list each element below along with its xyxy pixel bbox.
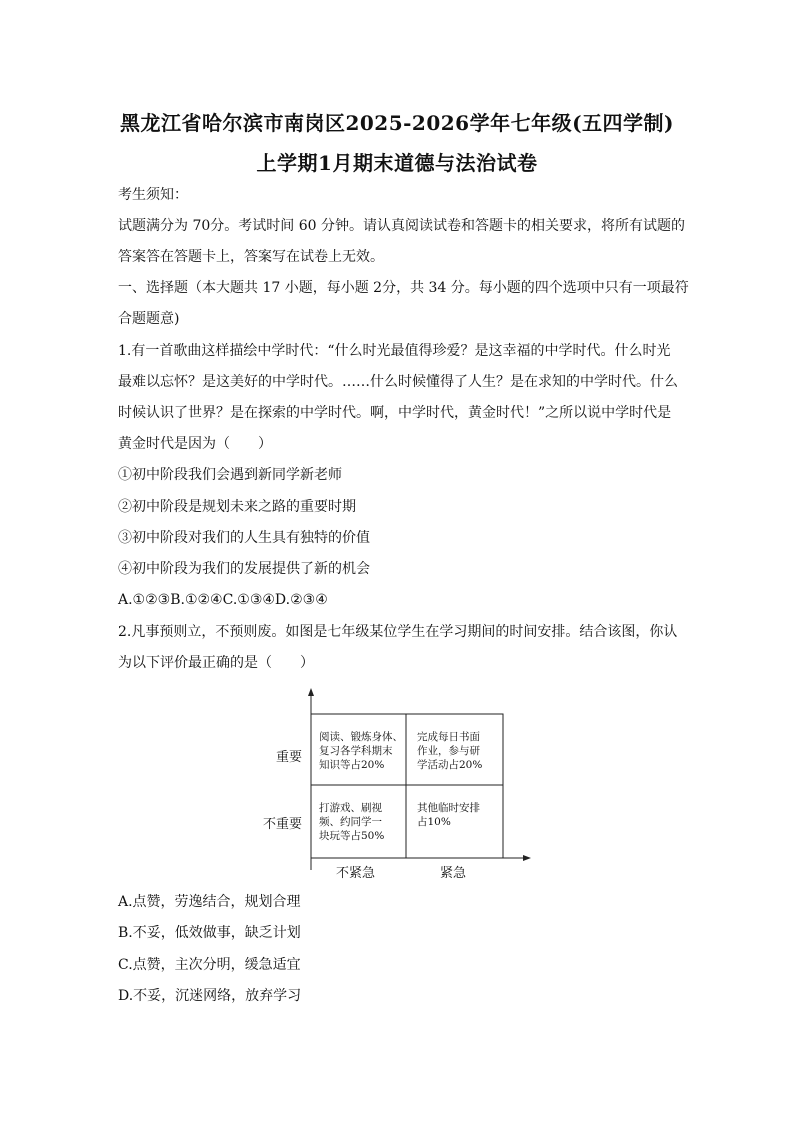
quadrant-tr-line3: 学活动占20% bbox=[417, 759, 483, 771]
q2-option-b: B.不妥，低效做事，缺乏计划 bbox=[118, 925, 301, 941]
quadrant-tr-line1: 完成每日书面 bbox=[417, 731, 480, 743]
quadrant-tr-line2: 作业，参与研 bbox=[417, 745, 480, 757]
q2-option-a: A.点赞，劳逸结合，规划合理 bbox=[118, 894, 301, 910]
quadrant-grid bbox=[258, 685, 538, 885]
q2-option-d: D.不妥，沉迷网络，放弃学习 bbox=[118, 988, 302, 1004]
notice-text-line2: 答案答在答题卡上，答案写在试卷上无效。 bbox=[118, 249, 384, 265]
quadrant-important-urgent bbox=[417, 730, 482, 772]
quadrant-tl-line3: 知识等占20% bbox=[319, 759, 385, 771]
q2-stem-line1: 2.凡事预则立，不预则废。如图是七年级某位学生在学习期间的时间安排。结合该图，你认 bbox=[118, 624, 678, 640]
q2-stem-line2: 为以下评价最正确的是（ ） bbox=[118, 655, 314, 671]
quadrant-bl-line2: 频、约同学一 bbox=[319, 816, 382, 828]
notice-heading: 考生须知： bbox=[118, 187, 188, 203]
q1-stem-line3: 时候认识了世界？是在探索的中学时代。啊，中学时代，黄金时代！”之所以说中学时代是 bbox=[118, 405, 672, 421]
exam-title-line1: 黑龙江省哈尔滨市南岗区2025-2026学年七年级(五四学制) bbox=[119, 111, 675, 135]
notice-text-line1: 试题满分为 70分。考试时间 60 分钟。请认真阅读试卷和答题卡的相关要求，将所有试题的 bbox=[118, 218, 685, 234]
q1-stem-line1: 1.有一首歌曲这样描绘中学时代：“什么时光最值得珍爱？是这幸福的中学时代。什么时光 bbox=[118, 343, 671, 359]
quadrant-unimportant-not-urgent bbox=[319, 801, 384, 843]
exam-title-line2: 上学期1月期末道德与法治试卷 bbox=[256, 151, 538, 175]
time-management-quadrant-diagram bbox=[258, 685, 538, 885]
section1-heading-line2: 合题题意) bbox=[118, 311, 180, 327]
quadrant-bl-line1: 打游戏、刷视 bbox=[319, 802, 382, 814]
section1-heading-line1: 一、选择题（本大题共 17 小题，每小题 2分，共 34 分。每小题的四个选项中只有一项最符 bbox=[118, 280, 689, 296]
y-label-unimportant: 不重要 bbox=[263, 817, 303, 832]
x-label-not-urgent: 不紧急 bbox=[336, 866, 376, 881]
q1-stem-line4: 黄金时代是因为（ ） bbox=[118, 436, 272, 452]
quadrant-bl-line3: 块玩等占50% bbox=[319, 830, 385, 842]
quadrant-important-not-urgent bbox=[319, 730, 403, 772]
quadrant-br-line1: 其他临时安排 bbox=[417, 802, 480, 814]
quadrant-tl-line1: 阅读、锻炼身体、 bbox=[319, 731, 403, 743]
x-axis-arrow bbox=[523, 855, 531, 861]
q1-option-4: ④初中阶段为我们的发展提供了新的机会 bbox=[118, 561, 370, 577]
x-label-urgent: 紧急 bbox=[440, 866, 467, 881]
y-label-important: 重要 bbox=[276, 750, 303, 765]
q1-option-1: ①初中阶段我们会遇到新同学新老师 bbox=[118, 467, 342, 483]
q1-option-3: ③初中阶段对我们的人生具有独特的价值 bbox=[118, 530, 370, 546]
quadrant-br-line2: 占10% bbox=[417, 816, 451, 828]
y-axis-arrow bbox=[308, 688, 314, 696]
quadrant-unimportant-urgent bbox=[417, 801, 480, 829]
q1-option-2: ②初中阶段是规划未来之路的重要时期 bbox=[118, 499, 356, 515]
q1-stem-line2: 最难以忘怀？是这美好的中学时代。……什么时候懂得了人生？是在求知的中学时代。什么 bbox=[118, 374, 678, 390]
quadrant-tl-line2: 复习各学科期末 bbox=[319, 745, 393, 757]
q2-option-c: C.点赞，主次分明，缓急适宜 bbox=[118, 957, 301, 973]
q1-choices: A.①②③B.①②④C.①③④D.②③④ bbox=[118, 592, 328, 608]
